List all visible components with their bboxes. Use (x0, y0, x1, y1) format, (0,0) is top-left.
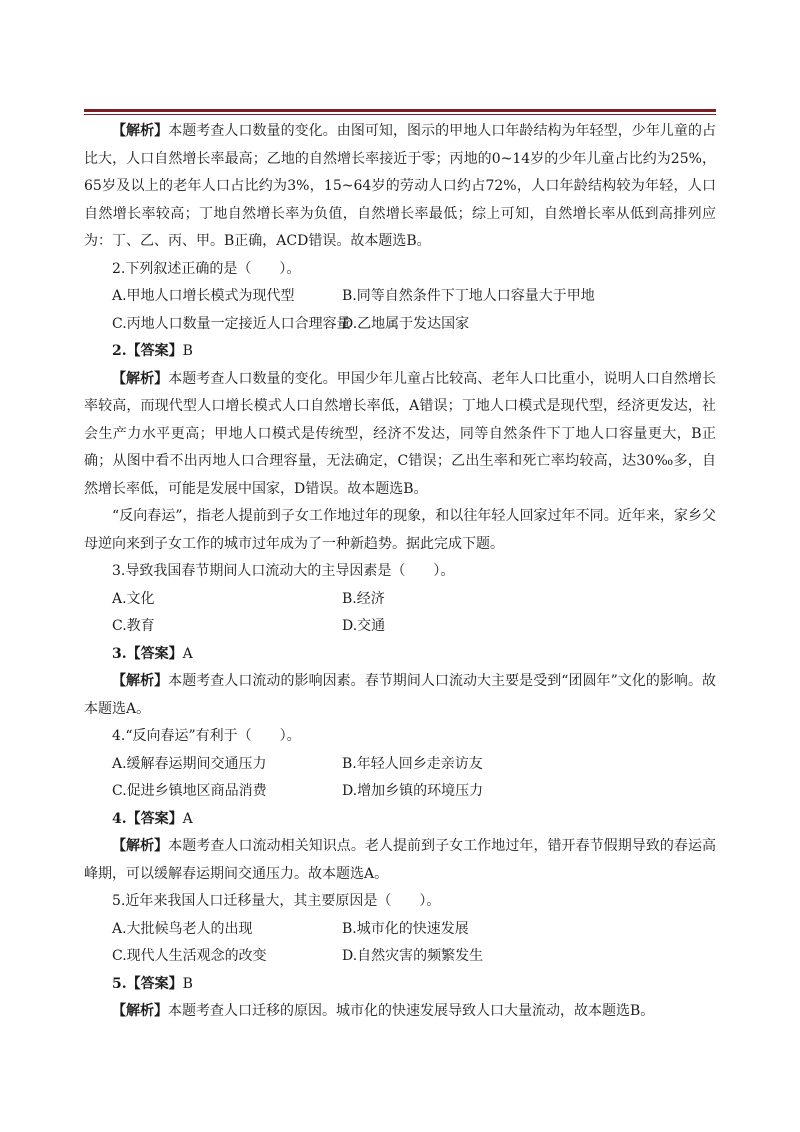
q4-answer (84, 806, 716, 834)
q3-option-b: B.经济 (342, 590, 385, 607)
document-body (84, 118, 716, 1026)
header-rule-thin (84, 114, 716, 115)
q5-analysis-tag: 【解析】 (112, 1003, 168, 1019)
q2-answer-label: 2.【答案】 (112, 343, 183, 359)
q2-option-b: B.同等自然条件下丁地人口容量大于甲地 (342, 288, 595, 304)
q2-analysis-text: 本题考查人口数量的变化。甲国少年儿童占比较高、老年人口比重小，说明人口自然增长率较高，而现代型人口增长模式人口自然增长率低，A错误；丁地人口模式是现代型，经济更发达，社会生产力水平更高；甲地人口模式是传统型，经济不发达，同等自然条件下丁地人口容量更大，B正确；从图中看不出丙地人口合理容量，无法确定，C错误；乙出生率和死亡率均较高，达30‰多，自然增长率低，可能是发展中国家，D错误。故本题选B。 (84, 370, 717, 497)
question-4-stem: 4.“反向春运”有利于（ ）。 (112, 728, 301, 744)
q5-answer-value: B (182, 975, 193, 992)
q3-option-a: A.文化 (112, 590, 155, 607)
q4-analysis-tag: 【解析】 (112, 838, 169, 854)
question-2-options-row1 (84, 283, 716, 311)
question-4-options-row1 (84, 751, 716, 779)
q3-option-d: D.交通 (342, 618, 386, 634)
q2-option-a: A.甲地人口增长模式为现代型 (112, 288, 295, 304)
q4-option-d: D.增加乡镇的环境压力 (342, 783, 484, 799)
question-5-options-row2 (84, 943, 716, 971)
q2-answer (84, 338, 716, 366)
question-2-stem: 2.下列叙述正确的是（ ）。 (112, 260, 301, 277)
q4-analysis (84, 833, 716, 888)
q3-answer-value: A (182, 645, 193, 662)
q3-analysis (84, 668, 716, 723)
q2-option-d: D.乙地属于发达国家 (342, 315, 470, 332)
question-3-stem: 3.导致我国春节期间人口流动大的主导因素是（ ）。 (112, 563, 455, 579)
q5-option-d: D.自然灾害的频繁发生 (342, 948, 484, 964)
q2-option-c: C.丙地人口数量一定接近人口合理容量 (112, 315, 351, 332)
q4-analysis-text: 本题考查人口流动相关知识点。老人提前到子女工作地过年，错开春节假期导致的春运高峰期，可以缓解春运期间交通压力。故本题选A。 (84, 838, 717, 882)
question-5-stem: 5.近年来我国人口迁移量大，其主要原因是（ ）。 (112, 893, 441, 909)
q2-analysis (84, 366, 716, 504)
q5-option-b: B.城市化的快速发展 (342, 920, 469, 937)
q5-option-a: A.大批候鸟老人的出现 (112, 920, 253, 937)
question-5-options-row1 (84, 916, 716, 944)
analysis-tag: 【解析】 (112, 123, 169, 139)
header-rule-thick (84, 109, 716, 112)
q3-answer-label: 3.【答案】 (112, 645, 183, 662)
q3-analysis-text: 本题考查人口流动的影响因素。春节期间人口流动大主要是受到“团圆年”文化的影响。故本题选A。 (84, 673, 717, 717)
q5-option-c: C.现代人生活观念的改变 (112, 948, 267, 964)
q5-answer-label: 5.【答案】 (112, 975, 183, 992)
material-paragraph: “反向春运”，指老人提前到子女工作地过年的现象，和以往年轻人回家过年不同。近年来，家乡父母逆向来到子女工作的城市过年成为了一种新趋势。据此完成下题。 (84, 508, 716, 552)
q3-option-c: C.教育 (112, 618, 155, 634)
q2-analysis-tag: 【解析】 (112, 370, 169, 387)
q5-answer (84, 971, 716, 999)
q4-answer-label: 4.【答案】 (112, 810, 183, 827)
question-4-options-row2 (84, 778, 716, 806)
q5-analysis-text: 本题考查人口迁移的原因。城市化的快速发展导致人口大量流动，故本题选B。 (168, 1003, 655, 1019)
analysis-text: 本题考查人口数量的变化。由图可知，图示的甲地人口年龄结构为年轻型，少年儿童的占比大，人口自然增长率最高；乙地的自然增长率接近于零；丙地的0~14岁的少年儿童占比约为25%，65岁及以上的老年人口占比约为3%，15~64岁的劳动人口约占72%，人口年龄结构较为年轻，人口自然增长率较高；丁地自然增长率为负值，自然增长率最低；综上可知，自然增长率从低到高排列应为：丁、乙、丙、甲。B正确，ACD错误。故本题选B。 (84, 123, 717, 249)
question-2-options-row2 (84, 311, 716, 339)
q4-option-b: B.年轻人回乡走亲访友 (342, 755, 483, 772)
question-3-options-row2 (84, 613, 716, 641)
q4-option-a: A.缓解春运期间交通压力 (112, 755, 267, 772)
q2-answer-value: B (182, 343, 193, 359)
q5-analysis (84, 998, 716, 1026)
analysis-q1 (84, 118, 716, 256)
q3-analysis-tag: 【解析】 (112, 673, 169, 689)
q4-option-c: C.促进乡镇地区商品消费 (112, 783, 267, 799)
q3-answer (84, 641, 716, 669)
question-3-options-row1 (84, 586, 716, 614)
q4-answer-value: A (182, 810, 193, 827)
